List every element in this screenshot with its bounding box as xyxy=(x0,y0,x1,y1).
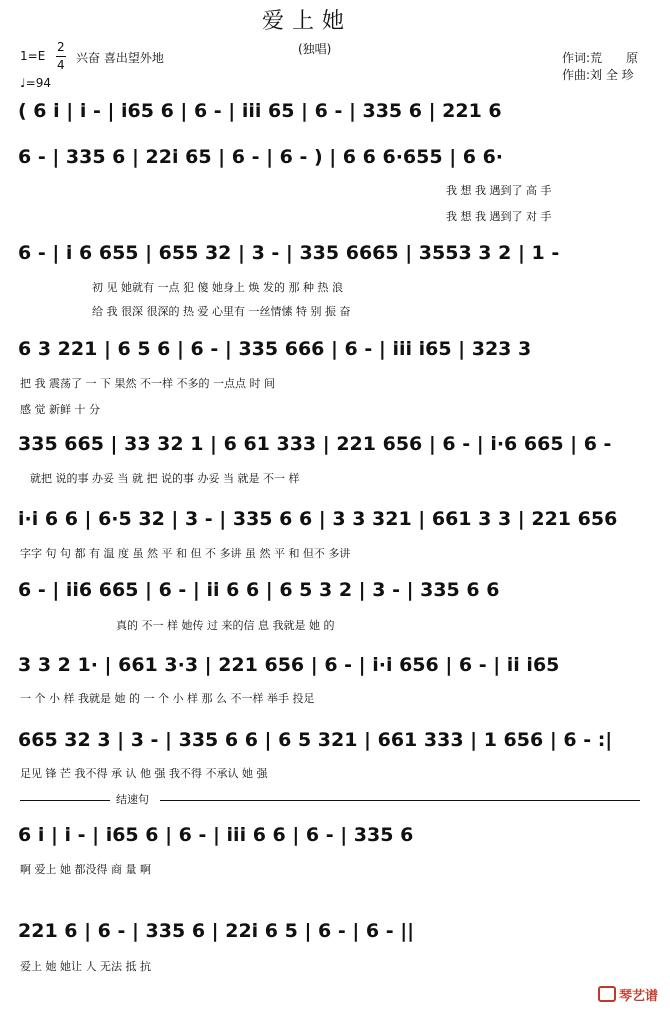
lyric-line-3a: 初 见 她就有 一点 犯 傻 她身上 焕 发的 那 种 热 浪 xyxy=(92,281,343,294)
notation-line-2: 6 - | 335 6 | 22i 65 | 6 - | 6 - ) | 6 6 6·655 | 6 6· xyxy=(18,146,504,168)
lyric-line-3b: 给 我 很深 很深的 热 爱 心里有 一丝情愫 特 别 振 奋 xyxy=(92,305,351,318)
lyric-line-9a: 足见 锋 芒 我不得 承 认 他 强 我不得 不承认 她 强 xyxy=(20,767,268,780)
song-subtitle: (独唱) xyxy=(298,42,332,56)
lyric-line-7a: 真的 不一 样 她传 过 来的信 息 我就是 她 的 xyxy=(116,619,335,632)
time-signature-top: 2 xyxy=(57,40,65,54)
time-signature-bottom: 4 xyxy=(57,58,65,72)
composer-credit: 作曲:刘 全 珍 xyxy=(562,68,634,82)
notation-line-5: 335 665 | 33 32 1 | 6 61 333 | 221 656 | 6 - | i·6 665 | 6 - xyxy=(18,433,612,455)
lyric-line-2b: 我 想 我 遇到了 对 手 xyxy=(446,210,552,223)
lyric-line-6a: 字字 句 句 都 有 温 度 虽 然 平 和 但 不 多讲 虽 然 平 和 但不 多讲 xyxy=(20,547,351,560)
logo-icon xyxy=(598,986,616,1002)
lyric-line-5a: 就把 说的事 办妥 当 就 把 说的事 办妥 当 就是 不一 样 xyxy=(30,472,300,485)
notation-line-4: 6 3 221 | 6 5 6 | 6 - | 335 666 | 6 - | iii i65 | 323 3 xyxy=(18,338,532,360)
notation-line-9: 665 32 3 | 3 - | 335 6 6 | 6 5 321 | 661 333 | 1 656 | 6 - :| xyxy=(18,729,613,751)
expression-marking: 兴奋 喜出望外地 xyxy=(76,51,164,65)
lyric-line-4b: 感 觉 新鲜 十 分 xyxy=(20,403,100,416)
coda-label: 结速句 xyxy=(116,793,149,806)
notation-line-11: 221 6 | 6 - | 335 6 | 22i 6 5 | 6 - | 6 - || xyxy=(18,920,415,942)
key-signature: 1=E xyxy=(20,49,46,63)
lyric-line-2a: 我 想 我 遇到了 高 手 xyxy=(446,184,552,197)
time-signature-divider xyxy=(56,56,66,57)
lyric-line-10a: 啊 爱上 她 都没得 商 量 啊 xyxy=(20,863,151,876)
lyric-line-8a: 一 个 小 样 我就是 她 的 一 个 小 样 那 么 不一样 举手 投足 xyxy=(20,692,315,705)
site-logo[interactable] xyxy=(598,985,658,1004)
notation-line-6: i·i 6 6 | 6·5 32 | 3 - | 335 6 6 | 3 3 321 | 661 3 3 | 221 656 xyxy=(18,508,618,530)
coda-bracket-right xyxy=(160,800,640,801)
lyricist-credit: 作词:荒 原 xyxy=(562,51,639,65)
notation-line-10: 6 i | i - | i65 6 | 6 - | iii 6 6 | 6 - | 335 6 xyxy=(18,824,414,846)
coda-bracket-left xyxy=(20,800,110,801)
lyric-line-11a: 爱上 她 她让 人 无法 抵 抗 xyxy=(20,960,151,973)
lyric-line-4a: 把 我 震荡了 一 下 果然 不一样 不多的 一点点 时 间 xyxy=(20,377,275,390)
song-title: 爱上她 xyxy=(262,9,353,34)
notation-line-3: 6 - | i 6 655 | 655 32 | 3 - | 335 6665 | 3553 3 2 | 1 - xyxy=(18,242,560,264)
notation-line-8: 3 3 2 1· | 661 3·3 | 221 656 | 6 - | i·i 656 | 6 - | ii i65 xyxy=(18,654,560,676)
notation-line-1: ( 6 i | i - | i65 6 | 6 - | iii 65 | 6 - | 335 6 | 221 6 xyxy=(18,100,502,122)
tempo-marking: ♩=94 xyxy=(20,76,51,90)
notation-line-7: 6 - | ii6 665 | 6 - | ii 6 6 | 6 5 3 2 | 3 - | 335 6 6 xyxy=(18,579,500,601)
logo-text: 琴艺谱 xyxy=(619,989,659,1004)
